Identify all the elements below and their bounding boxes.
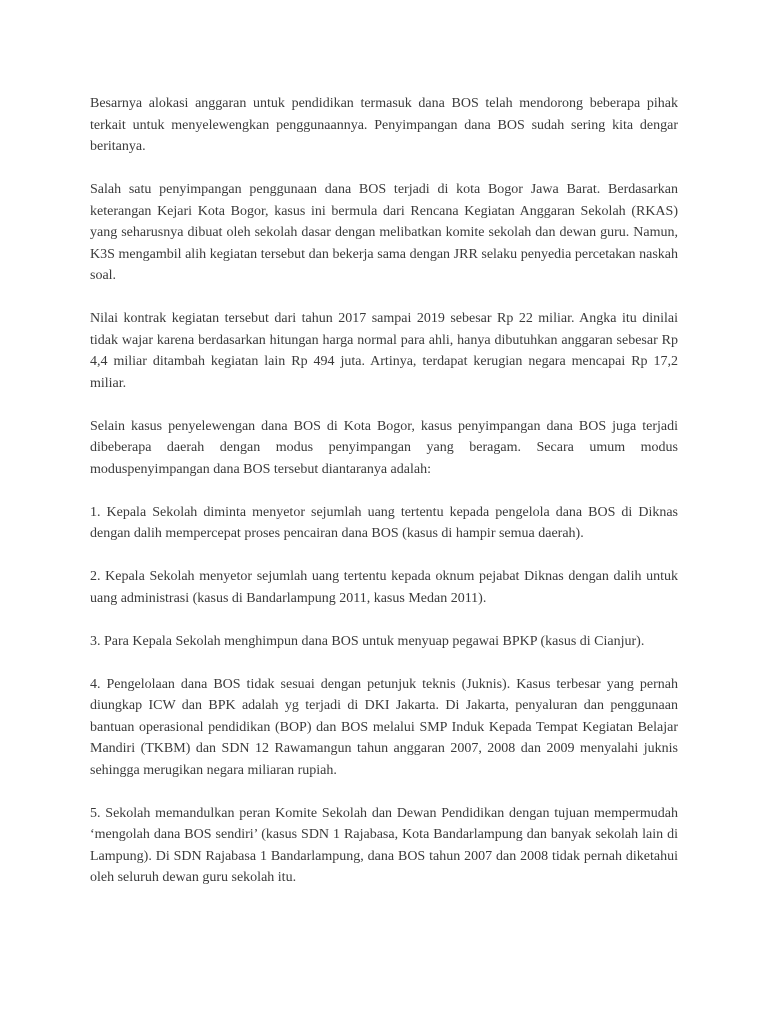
- list-item-4: 4. Pengelolaan dana BOS tidak sesuai dengan petunjuk teknis (Juknis). Kasus terbesar yang pernah diungkap ICW dan BPK adalah yg terjadi di DKI Jakarta. Di Jakarta, penyaluran dan penggunaan bantuan operasional pendidikan (BOP) dan BOS melalui SMP Induk Kepada Tempat Kegiatan Belajar Mandiri (TKBM) dan SDN 12 Rawamangun tahun anggaran 2007, 2008 dan 2009 menyalahi juknis sehingga merugikan negara miliaran rupiah.: [90, 676, 678, 778]
- list-item-5: 5. Sekolah memandulkan peran Komite Sekolah dan Dewan Pendidikan dengan tujuan mempermudah ‘mengolah dana BOS sendiri’ (kasus SDN 1 Rajabasa, Kota Bandarlampung dan banyak sekolah lain di Lampung). Di SDN Rajabasa 1 Bandarlampung, dana BOS tahun 2007 dan 2008 tidak pernah diketahui oleh seluruh dewan guru sekolah itu.: [90, 805, 678, 885]
- paragraph-bogor-case: Salah satu penyimpangan penggunaan dana BOS terjadi di kota Bogor Jawa Barat. Berdasarkan keterangan Kejari Kota Bogor, kasus ini bermula dari Rencana Kegiatan Anggaran Sekolah (RKAS) yang seharusnya dibuat oleh sekolah dasar dengan melibatkan komite sekolah dan dewan guru. Namun, K3S mengambil alih kegiatan tersebut dan bekerja sama dengan JRR selaku penyedia percetakan naskah soal.: [90, 182, 678, 283]
- paragraph-intro: Besarnya alokasi anggaran untuk pendidikan termasuk dana BOS telah mendorong beberapa pihak terkait untuk menyelewengkan penggunaannya. Penyimpangan dana BOS sudah sering kita dengar beritanya.: [90, 96, 678, 154]
- document-page: [90, 93, 678, 910]
- paragraph-modus-intro: Selain kasus penyelewengan dana BOS di Kota Bogor, kasus penyimpangan dana BOS juga terjadi dibeberapa daerah dengan modus penyimpangan yang beragam. Secara umum modus moduspenyimpangan dana BOS tersebut diantaranya adalah:: [90, 418, 678, 477]
- list-item-1: 1. Kepala Sekolah diminta menyetor sejumlah uang tertentu kepada pengelola dana BOS di Diknas dengan dalih mempercepat proses pencairan dana BOS (kasus di hampir semua daerah).: [90, 504, 678, 541]
- paragraph-contract-value: Nilai kontrak kegiatan tersebut dari tahun 2017 sampai 2019 sebesar Rp 22 miliar. Angka itu dinilai tidak wajar karena berdasarkan hitungan harga normal para ahli, hanya dibutuhkan anggaran sebesar Rp 4,4 miliar ditambah kegiatan lain Rp 494 juta. Artinya, terdapat kerugian negara mencapai Rp 17,2 miliar.: [90, 311, 678, 391]
- list-item-2: 2. Kepala Sekolah menyetor sejumlah uang tertentu kepada oknum pejabat Diknas dengan dalih untuk uang administrasi (kasus di Bandarlampung 2011, kasus Medan 2011).: [90, 569, 678, 606]
- list-item-3: 3. Para Kepala Sekolah menghimpun dana BOS untuk menyuap pegawai BPKP (kasus di Cianjur).: [90, 633, 645, 649]
